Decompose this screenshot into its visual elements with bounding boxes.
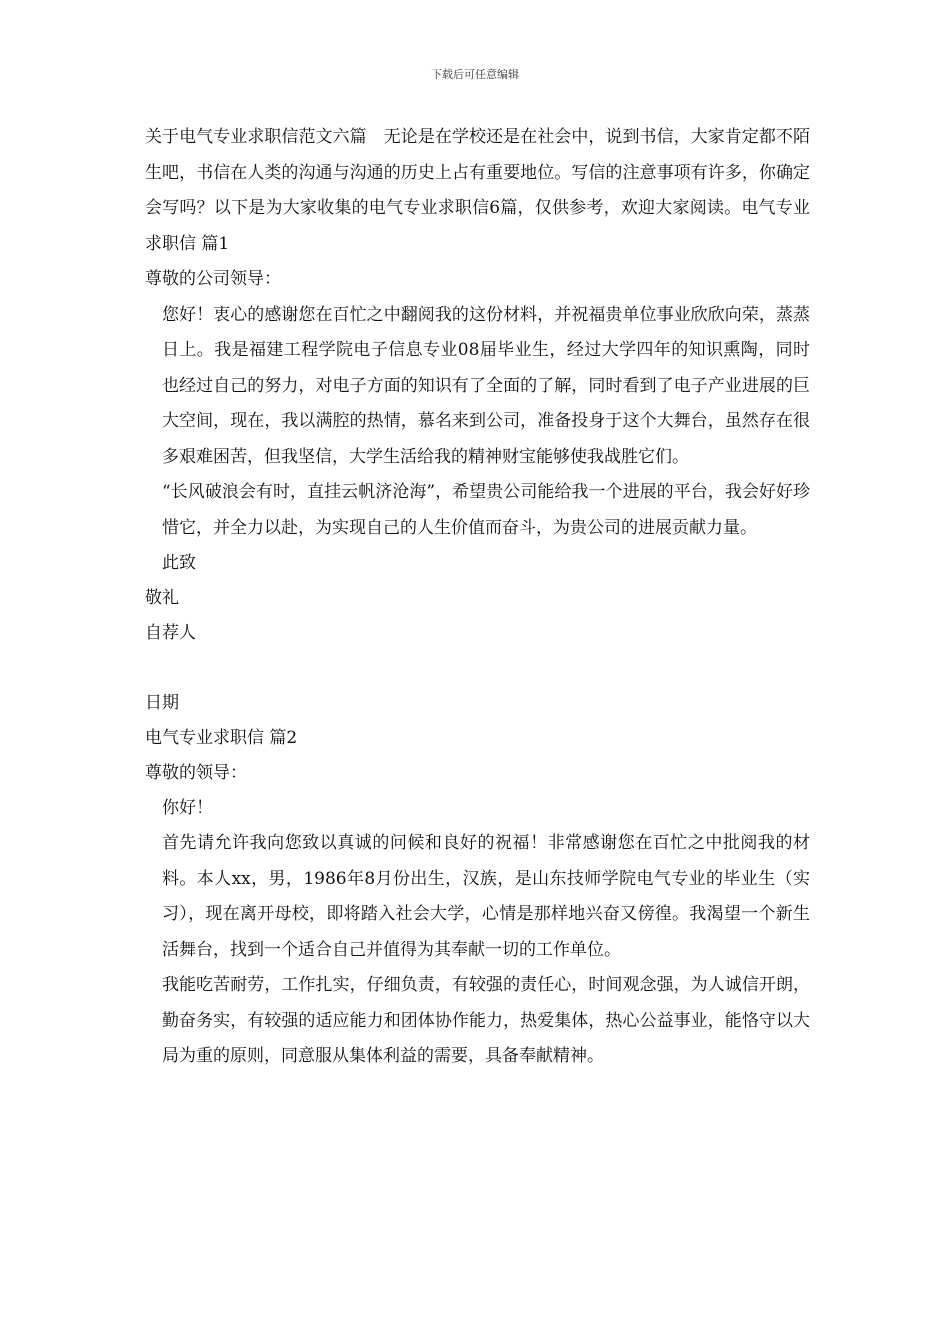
blank-line	[145, 651, 810, 686]
letter1-paragraph-1: 您好！衷心的感谢您在百忙之中翻阅我的这份材料，并祝福贵单位事业欣欣向荣，蒸蒸日上。我是福建工程学院电子信息专业08届毕业生，经过大学四年的知识熏陶，同时也经过自己的努力，对电子方面的知识有了全面的了解，同时看到了电子产业进展的巨大空间，现在，我以满腔的热情，慕名来到公司，准备投身于这个大舞台，虽然存在很多艰难困苦，但我坚信，大学生活给我的精神财宝能够使我战胜它们。	[162, 304, 810, 467]
closing-jingli: 敬礼	[145, 588, 179, 608]
salutation-1: 尊敬的公司领导：	[145, 269, 281, 289]
date-label: 日期	[145, 693, 179, 713]
letter1-paragraph-2: “长风破浪会有时，直挂云帆济沧海”，希望贵公司能给我一个进展的平台，我会好好珍惜它，并全力以赴，为实现自己的人生价值而奋斗，为贵公司的进展贡献力量。	[162, 482, 810, 538]
signature-label: 自荐人	[145, 623, 196, 643]
document-body	[145, 120, 810, 1075]
letter2-paragraph-2: 我能吃苦耐劳，工作扎实，仔细负责，有较强的责任心，时间观念强，为人诚信开朗，勤奋务实，有较强的适应能力和团体协作能力，热爱集体，热心公益事业，能恪守以大局为重的原则，同意服从集体利益的需要，具备奉献精神。	[162, 975, 810, 1066]
letter2-heading: 电气专业求职信 篇2	[145, 728, 298, 748]
intro-paragraph: 关于电气专业求职信范文六篇 无论是在学校还是在社会中，说到书信，大家肯定都不陌生吧，书信在人类的沟通与沟通的历史上占有重要地位。写信的注意事项有许多，你确定会写吗？以下是为大家收集的电气专业求职信6篇，仅供参考，欢迎大家阅读。电气专业求职信 篇1	[145, 127, 810, 254]
header-note: 下载后可任意编辑	[431, 68, 519, 81]
greeting-2: 你好！	[162, 798, 213, 818]
closing-cizhi: 此致	[162, 553, 196, 573]
letter2-paragraph-1: 首先请允许我向您致以真诚的问候和良好的祝福！非常感谢您在百忙之中批阅我的材料。本人xx，男，1986年8月份出生，汉族，是山东技师学院电气专业的毕业生（实习），现在离开母校，即将踏入社会大学，心情是那样地兴奋又傍徨。我渴望一个新生活舞台，找到一个适合自己并值得为其奉献一切的工作单位。	[162, 833, 810, 960]
salutation-2: 尊敬的领导：	[145, 763, 247, 783]
